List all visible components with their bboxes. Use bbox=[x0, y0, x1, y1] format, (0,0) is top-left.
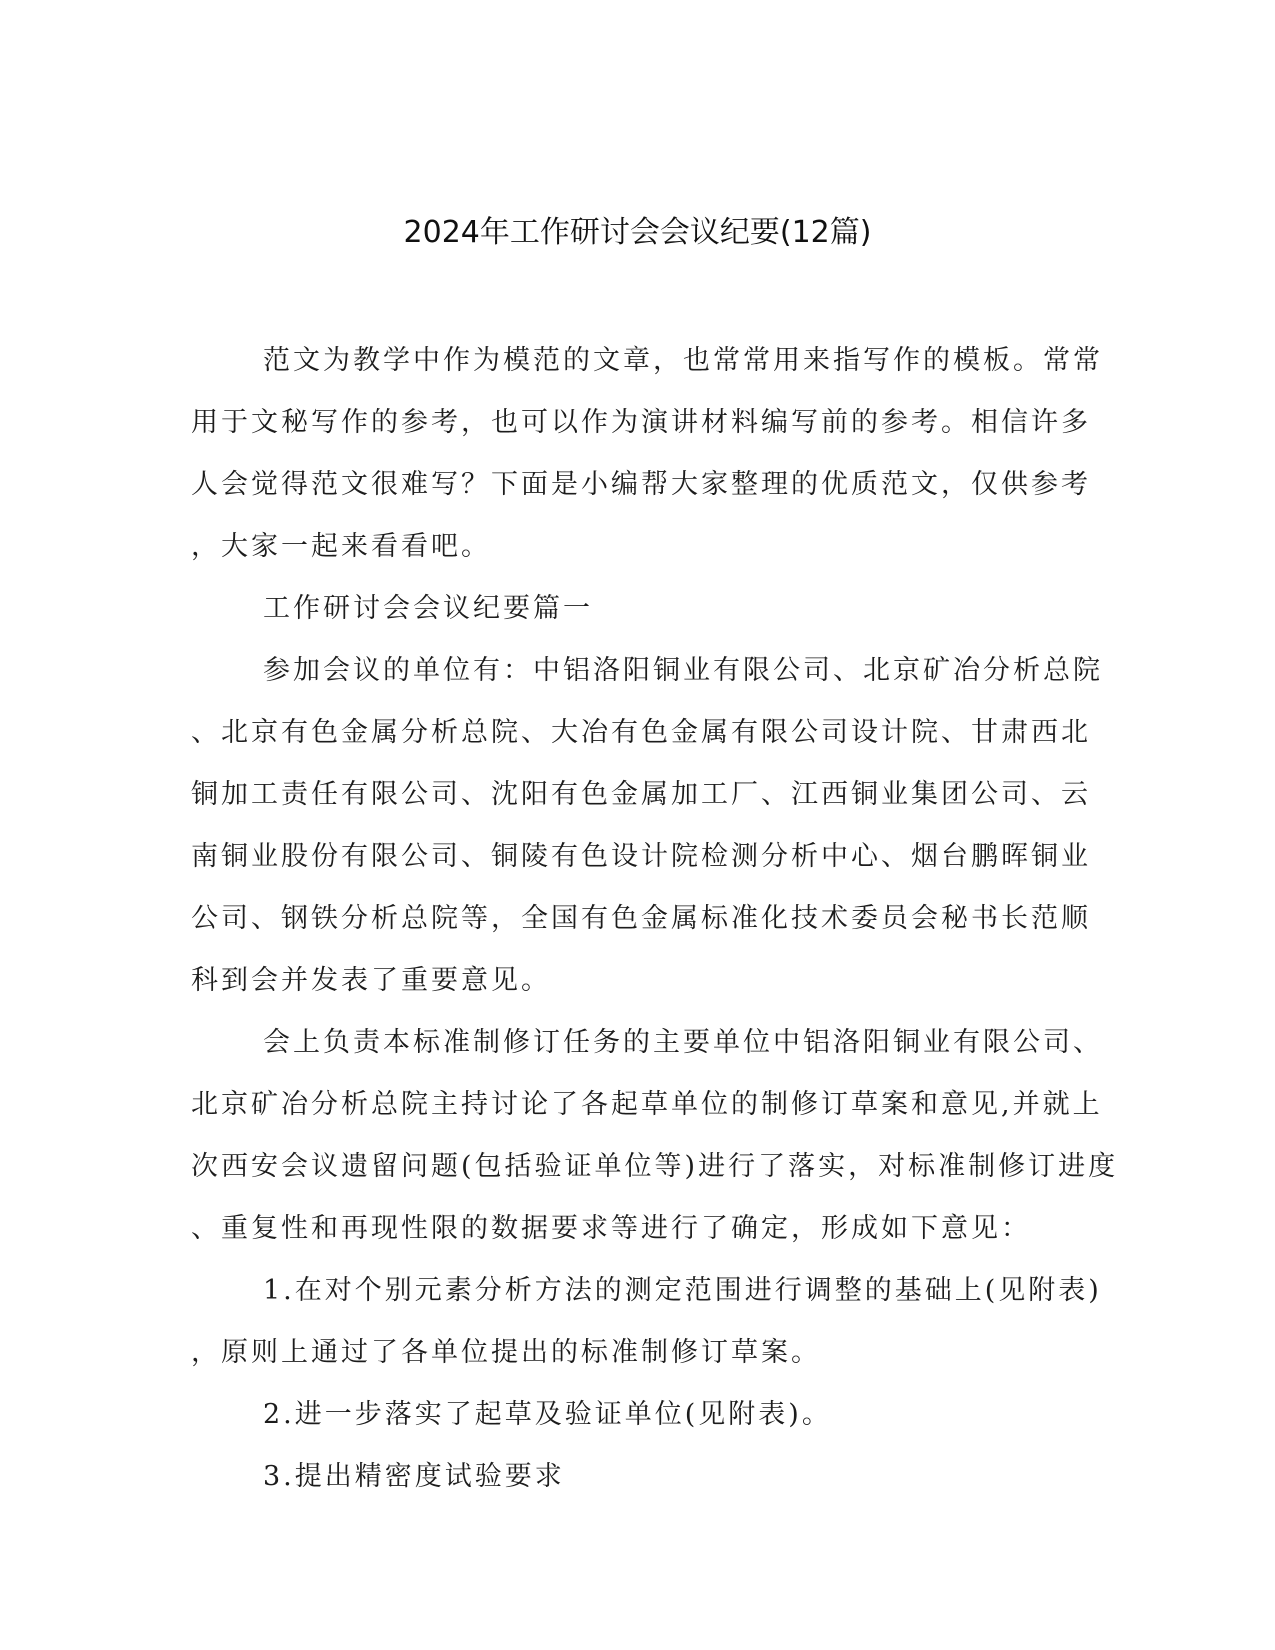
text-line: 会上负责本标准制修订任务的主要单位中铝洛阳铜业有限公司、 bbox=[263, 1027, 1103, 1058]
text-line: 公司、钢铁分析总院等，全国有色金属标准化技术委员会秘书长范顺 bbox=[191, 903, 1091, 934]
text-line: 次西安会议遗留问题(包括验证单位等)进行了落实，对标准制修订进度 bbox=[191, 1151, 1119, 1182]
text-line: 北京矿冶分析总院主持讨论了各起草单位的制修订草案和意见,并就上 bbox=[191, 1089, 1103, 1120]
text-line: 、北京有色金属分析总院、大冶有色金属有限公司设计院、甘肃西北 bbox=[191, 717, 1091, 748]
text-line: 、重复性和再现性限的数据要求等进行了确定，形成如下意见： bbox=[191, 1213, 1031, 1244]
list-item-2 bbox=[191, 1384, 1081, 1446]
document-title: 2024年工作研讨会会议纪要(12篇) bbox=[403, 215, 872, 250]
document-body bbox=[191, 330, 1119, 1508]
text-line: ，大家一起来看看吧。 bbox=[191, 531, 491, 562]
text-line: 2.进一步落实了起草及验证单位(见附表)。 bbox=[263, 1399, 832, 1430]
list-item-3 bbox=[191, 1446, 1081, 1508]
section-heading bbox=[191, 578, 1081, 640]
text-line: 人会觉得范文很难写？下面是小编帮大家整理的优质范文，仅供参考 bbox=[191, 469, 1091, 500]
text-line: 范文为教学中作为模范的文章，也常常用来指写作的模板。常常 bbox=[263, 345, 1103, 376]
text-line: 3.提出精密度试验要求 bbox=[263, 1461, 565, 1492]
text-line: ，原则上通过了各单位提出的标准制修订草案。 bbox=[191, 1337, 821, 1368]
text-line: 南铜业股份有限公司、铜陵有色设计院检测分析中心、烟台鹏晖铜业 bbox=[191, 841, 1091, 872]
text-line: 铜加工责任有限公司、沈阳有色金属加工厂、江西铜业集团公司、云 bbox=[191, 779, 1091, 810]
text-line: 科到会并发表了重要意见。 bbox=[191, 965, 551, 996]
paragraph-discussion bbox=[191, 1012, 1119, 1260]
text-line: 1.在对个别元素分析方法的测定范围进行调整的基础上(见附表) bbox=[263, 1275, 1102, 1306]
list-item-1 bbox=[191, 1260, 1102, 1384]
paragraph-participants bbox=[191, 640, 1103, 1012]
paragraph-intro bbox=[191, 330, 1103, 578]
text-line: 参加会议的单位有：中铝洛阳铜业有限公司、北京矿冶分析总院 bbox=[263, 655, 1103, 686]
text-line: 工作研讨会会议纪要篇一 bbox=[263, 593, 593, 624]
text-line: 用于文秘写作的参考，也可以作为演讲材料编写前的参考。相信许多 bbox=[191, 407, 1091, 438]
